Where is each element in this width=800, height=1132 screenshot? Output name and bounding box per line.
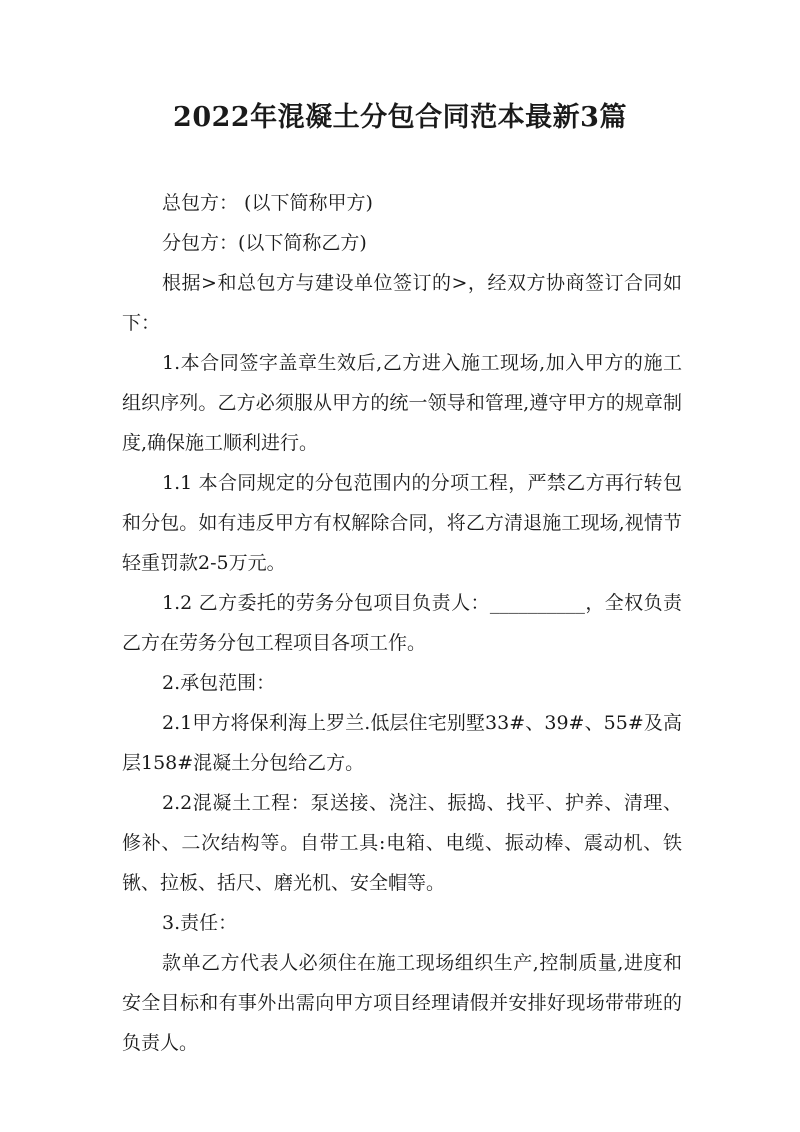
paragraph-clause-1-2: 1.2 乙方委托的劳务分包项目负责人：__________，全权负责乙方在劳务分包工程项目各项工作。 xyxy=(122,592,682,654)
paragraph-clause-2-heading: 2.承包范围： xyxy=(162,672,276,694)
paragraph-clause-3-body: 款单乙方代表人必须住在施工现场组织生产,控制质量,进度和安全目标和有事外出需向甲方项目经理请假并安排好现场带带班的负责人。 xyxy=(122,952,682,1054)
paragraph-clause-2-1: 2.1甲方将保利海上罗兰.低层住宅别墅33#、39#、55#及高层158#混凝土分包给乙方。 xyxy=(122,712,682,774)
paragraph-clause-3-heading: 3.责任： xyxy=(162,912,238,934)
paragraph-preamble: 根据>和总包方与建设单位签订的>，经双方协商签订合同如下： xyxy=(122,272,682,334)
paragraph-clause-1-1: 1.1 本合同规定的分包范围内的分项工程，严禁乙方再行转包和分包。如有违反甲方有权解除合同，将乙方清退施工现场,视情节轻重罚款2-5万元。 xyxy=(122,472,682,574)
document-title: 2022年混凝土分包合同范本最新3篇 xyxy=(173,102,627,133)
paragraph-clause-1: 1.本合同签字盖章生效后,乙方进入施工现场,加入甲方的施工组织序列。乙方必须服从甲方的统一领导和管理,遵守甲方的规章制度,确保施工顺利进行。 xyxy=(122,352,682,454)
paragraph-subcontractor: 分包方：(以下简称乙方) xyxy=(162,232,367,254)
paragraph-general-contractor: 总包方： (以下简称甲方) xyxy=(162,192,373,214)
paragraph-clause-2-2: 2.2混凝土工程：泵送接、浇注、振捣、找平、护养、清理、修补、二次结构等。自带工具:电箱、电缆、振动棒、震动机、铁锹、拉板、括尺、磨光机、安全帽等。 xyxy=(122,792,682,894)
document-body xyxy=(122,183,682,1063)
